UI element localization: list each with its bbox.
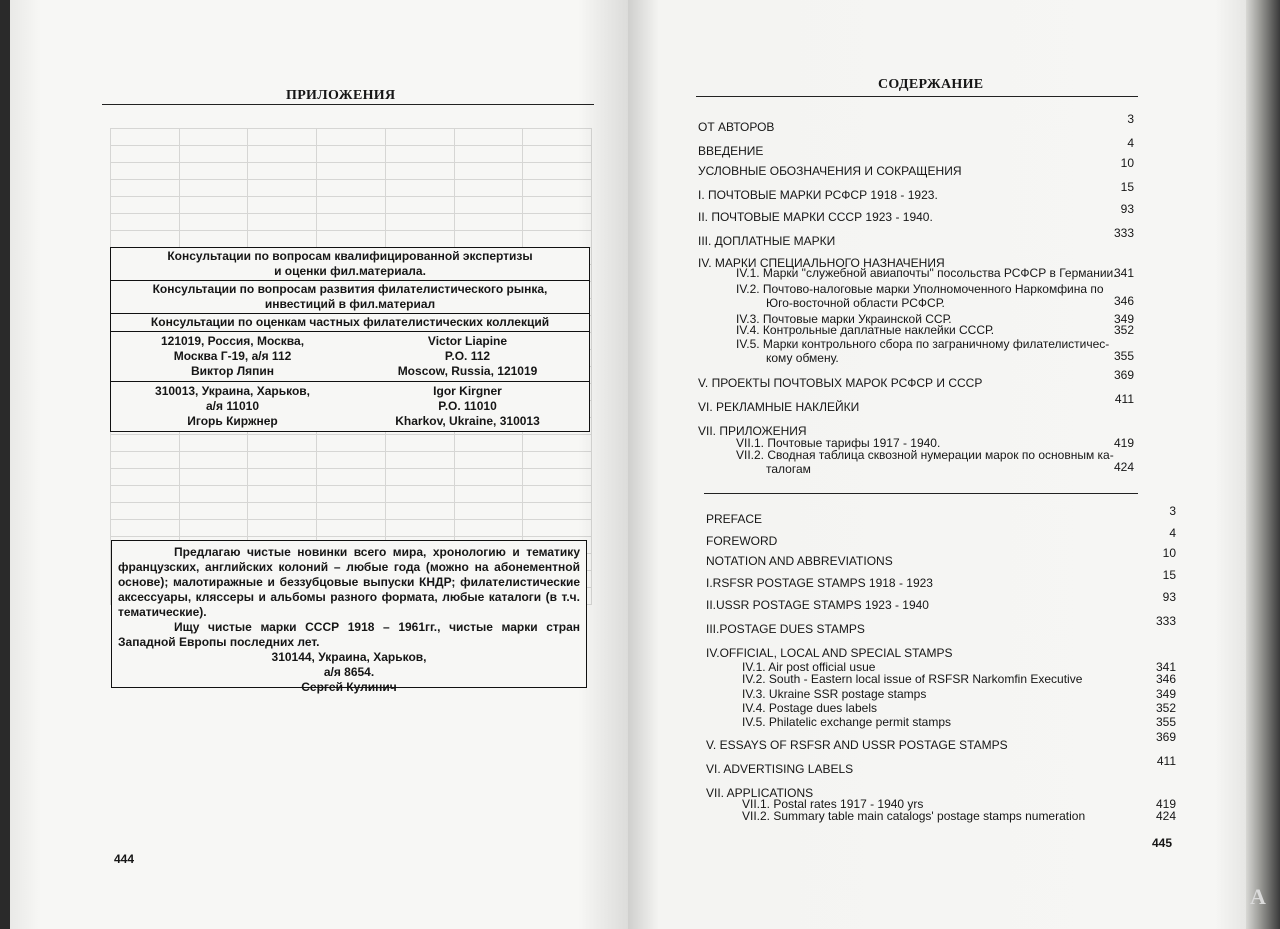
toc-entry-page: 93: [1162, 590, 1176, 604]
advert-offer-text: Предлагаю чистые новинки всего мира, хронологию и тематику французских, английских колоний – любые года (можно на абонементной основе); малотиражные и беззубцовые выпуски КНДР; филателистические аксессуары, кляссеры и альбомы разного формата, любые каталоги (в т.ч. тематические).: [118, 545, 580, 619]
toc-entry-title: I.RSFSR POSTAGE STAMPS 1918 - 1923: [706, 576, 933, 590]
toc-entry-page: 4: [1127, 136, 1134, 150]
toc-entry-title: V. ПРОЕКТЫ ПОЧТОВЫХ МАРОК РСФСР И СССР: [698, 376, 983, 390]
toc-entry-page: 346: [1113, 294, 1134, 308]
toc-entry-page: 419: [1155, 797, 1176, 811]
toc-entry-title: УСЛОВНЫЕ ОБОЗНАЧЕНИЯ И СОКРАЩЕНИЯ: [698, 164, 962, 178]
toc-entry-title: IV.3. Ukraine SSR postage stamps: [742, 687, 927, 701]
toc-entry-title-continued: талогам: [766, 462, 811, 476]
toc-entry-title: IV.5. Philatelic exchange permit stamps: [742, 715, 951, 729]
heading-rule: [696, 96, 1138, 97]
toc-entry-title: III. ДОПЛАТНЫЕ МАРКИ: [698, 234, 836, 248]
toc-entry-title: PREFACE: [706, 512, 763, 526]
toc-entry-title: VII. APPLICATIONS: [706, 786, 814, 800]
toc-entry-title: NOTATION AND ABBREVIATIONS: [706, 554, 893, 568]
toc-entry-page: 10: [1162, 546, 1176, 560]
toc-entry-page: 93: [1120, 202, 1134, 216]
contact-ru: 121019, Россия, Москва, Москва Г-19, а/я 112 Виктор Ляпин: [160, 334, 305, 378]
contact-en: Igor Kirgner P.O. 11010 Kharkov, Ukraine, 310013: [395, 384, 540, 428]
toc-entry-page: 15: [1120, 180, 1134, 194]
page-number-right: 445: [1152, 836, 1173, 850]
toc-entry-page: 411: [1114, 392, 1134, 406]
toc-entry-page: 4: [1169, 526, 1176, 540]
toc-entry-page: 355: [1155, 715, 1176, 729]
advert-wanted-text: Ищу чистые марки СССР 1918 – 1961гг., чистые марки стран Западной Европы последних лет.: [118, 620, 580, 649]
contents-heading: СОДЕРЖАНИЕ: [878, 77, 984, 92]
appendix-heading: ПРИЛОЖЕНИЯ: [286, 88, 396, 103]
toc-entry-title: VII.1. Почтовые тарифы 1917 - 1940.: [736, 436, 941, 450]
toc-entry-page: 333: [1113, 226, 1134, 240]
contact-ru: 310013, Украина, Харьков, а/я 11010 Игорь Киржнер: [155, 384, 310, 428]
consult-row-valuation: Консультации по оценкам частных филателистических коллекций: [111, 314, 589, 332]
toc-entry-page: 369: [1113, 368, 1134, 382]
toc-entry-title: IV.OFFICIAL, LOCAL AND SPECIAL STAMPS: [706, 646, 953, 660]
toc-entry-page: 3: [1169, 504, 1176, 518]
toc-entry-title: V. ESSAYS OF RSFSR AND USSR POSTAGE STAMPS: [706, 738, 1008, 752]
toc-entry-page: 10: [1120, 156, 1134, 170]
toc-entry-page: 349: [1113, 312, 1134, 326]
toc-entry-page: 424: [1155, 809, 1176, 823]
toc-entry-title: IV.4. Postage dues labels: [742, 701, 877, 715]
toc-divider: [704, 493, 1138, 494]
toc-entry-title: IV.1. Марки "служебной авиапочты" посольства РСФСР в Германии.: [736, 266, 1117, 280]
toc-entry-page: 419: [1113, 436, 1134, 450]
toc-entry-title: IV.5. Марки контрольного сбора по заграничному филателистичес-: [736, 337, 1110, 351]
toc-entry-title: VII. ПРИЛОЖЕНИЯ: [698, 424, 807, 438]
consult-row-market: Консультации по вопросам развития филателистического рынка, инвестиций в фил.материал: [111, 281, 589, 314]
toc-entry-title: II.USSR POSTAGE STAMPS 1923 - 1940: [706, 598, 929, 612]
toc-entry-title: IV.1. Air post official usue: [742, 660, 876, 674]
consultation-box: [110, 247, 590, 432]
toc-entry-page: 369: [1155, 730, 1176, 744]
contact-kirgner: [111, 382, 589, 431]
consult-row-expertise: Консультации по вопросам квалифицированной экспертизы и оценки фил.материала.: [111, 248, 589, 281]
page-number-left: 444: [114, 852, 135, 866]
toc-entry-page: 341: [1113, 266, 1134, 280]
toc-entry-title: FOREWORD: [706, 534, 778, 548]
toc-entry-title: I. ПОЧТОВЫЕ МАРКИ РСФСР 1918 - 1923.: [698, 188, 938, 202]
toc-entry-page: 424: [1113, 460, 1134, 474]
toc-entry-title: IV.2. South - Eastern local issue of RSFSR Narkomfin Executive: [742, 672, 1083, 686]
toc-entry-page: 355: [1113, 349, 1134, 363]
toc-entry-title: IV.2. Почтово-налоговые марки Уполномоченного Наркомфина по: [736, 282, 1104, 296]
toc-entry-page: 333: [1155, 614, 1176, 628]
toc-entry-page: 352: [1113, 323, 1134, 337]
toc-entry-title: VI. ADVERTISING LABELS: [706, 762, 854, 776]
toc-entry-title: IV.4. Контрольные даплатные наклейки СССР.: [736, 323, 995, 337]
advert-name: Сергей Кулинич: [301, 680, 397, 694]
left-page: [10, 0, 628, 929]
toc-entry-page: 352: [1155, 701, 1176, 715]
toc-entry-page: 346: [1155, 672, 1176, 686]
contact-liapine: [111, 332, 589, 382]
edge-watermark: A: [1250, 884, 1266, 909]
toc-entry-title: II. ПОЧТОВЫЕ МАРКИ СССР 1923 - 1940.: [698, 210, 933, 224]
toc-entry-page: 3: [1127, 112, 1134, 126]
advert-address-line1: 310144, Украина, Харьков,: [271, 650, 427, 664]
heading-rule: [102, 104, 594, 105]
toc-entry-title-continued: кому обмену.: [766, 351, 839, 365]
toc-entry-title: VII.2. Сводная таблица сквозной нумерации марок по основным ка-: [736, 448, 1114, 462]
right-page: [628, 0, 1246, 929]
toc-entry-title: VII.2. Summary table main catalogs' postage stamps numeration: [742, 809, 1086, 823]
toc-entry-page: 15: [1162, 568, 1176, 582]
advertisement-box: [111, 540, 587, 694]
toc-entry-page: 349: [1155, 687, 1176, 701]
toc-entry-page: 341: [1155, 660, 1176, 674]
contact-en: Victor Liapine P.O. 112 Moscow, Russia, 121019: [397, 334, 538, 378]
toc-entry-title: III.POSTAGE DUES STAMPS: [706, 622, 865, 636]
advert-address-line2: а/я 8654.: [323, 665, 375, 679]
toc-entry-title: VII.1. Postal rates 1917 - 1940 yrs: [742, 797, 924, 811]
toc-entry-title: VI. РЕКЛАМНЫЕ НАКЛЕЙКИ: [698, 400, 860, 414]
book-edge: [1246, 0, 1280, 929]
toc-entry-title: IV.3. Почтовые марки Украинской ССР.: [736, 312, 952, 326]
toc-entry-title: ВВЕДЕНИЕ: [698, 144, 764, 158]
toc-entry-title: ОТ АВТОРОВ: [698, 120, 775, 134]
toc-entry-title: IV. МАРКИ СПЕЦИАЛЬНОГО НАЗНАЧЕНИЯ: [698, 256, 945, 270]
toc-entry-page: 411: [1156, 754, 1176, 768]
toc-entry-title-continued: Юго-восточной области РСФСР.: [766, 296, 945, 310]
